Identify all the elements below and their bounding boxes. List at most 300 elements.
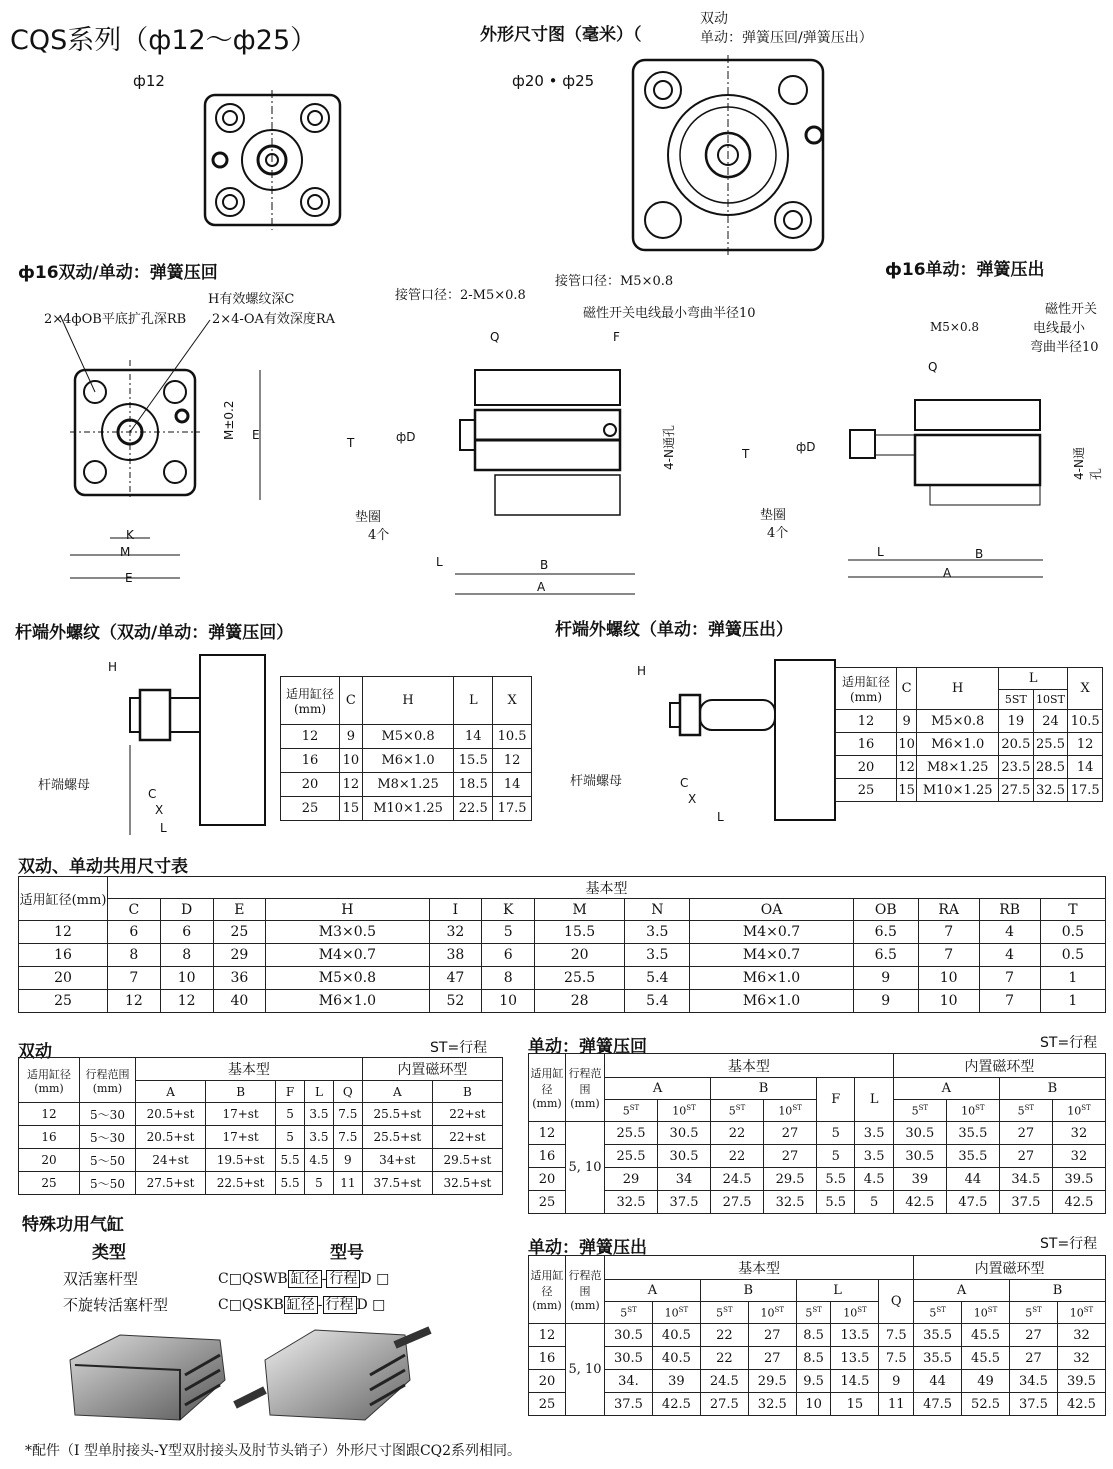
table-cell: 24+st: [136, 1149, 206, 1172]
table-cell: 5～30: [80, 1103, 136, 1126]
table-row: [529, 1145, 1106, 1168]
model-code: C□QSKB: [218, 1297, 284, 1313]
table-cell: M6×1.0: [917, 733, 999, 756]
table-cell: M8×1.25: [917, 756, 999, 779]
table-cell: 10.5: [493, 725, 532, 749]
rod-L-b: L: [717, 810, 724, 824]
table-cell: 47: [429, 967, 482, 990]
table-row: [529, 1347, 1106, 1370]
sr-range: 行程范围(mm): [566, 1054, 605, 1122]
table-cell: 12: [529, 1122, 566, 1145]
st10: 10ST: [962, 1302, 1010, 1324]
column-header: Q: [333, 1081, 362, 1103]
label-cb: 2×4фOB平底扩孔深RB: [44, 312, 187, 327]
table-cell: 5: [305, 1172, 334, 1195]
table-cell: 7: [918, 921, 979, 944]
d16-out-title: ф16单动：弹簧压出: [885, 260, 1045, 280]
dim-A: A: [537, 580, 546, 594]
thb-L: L: [999, 668, 1068, 690]
table-cell: 15: [340, 797, 363, 821]
table-cell: M6×1.0: [690, 967, 853, 990]
table-cell: 3.5: [305, 1103, 334, 1126]
table-cell: 3.5: [625, 921, 690, 944]
table-cell: 15: [831, 1393, 879, 1416]
table-cell: 17.5: [493, 797, 532, 821]
double-st: ST=行程: [430, 1040, 488, 1056]
table-cell: 11: [333, 1172, 362, 1195]
table-cell: 32.5: [764, 1191, 817, 1214]
table-cell: 9: [879, 1370, 914, 1393]
table-cell: 14: [454, 725, 493, 749]
table-cell: 25: [836, 779, 897, 802]
dim-B: B: [540, 558, 549, 572]
table-cell: 12: [1068, 733, 1103, 756]
table-cell: 28.5: [1033, 756, 1068, 779]
table-cell: 24.5: [700, 1370, 748, 1393]
table-cell: 49: [962, 1370, 1010, 1393]
table-cell: 28: [535, 990, 625, 1013]
column-header: RB: [979, 899, 1040, 921]
se-title: 单动：弹簧压出: [528, 1238, 647, 1258]
st5: 5ST: [605, 1302, 653, 1324]
table-cell: 44: [914, 1370, 962, 1393]
table-row: [19, 1103, 503, 1126]
table-cell: 32: [1052, 1145, 1105, 1168]
table-cell: 0.5: [1040, 944, 1105, 967]
st10: 10ST: [946, 1100, 999, 1122]
table-cell: 7.5: [333, 1126, 362, 1149]
table-cell: 27: [1010, 1347, 1058, 1370]
table-cell: 15: [897, 779, 917, 802]
column-header: D: [160, 899, 213, 921]
column-header: B: [206, 1081, 276, 1103]
dims-option-single: 单动：弹簧压回/弹簧压出）: [700, 30, 873, 46]
special-row2-type: 不旋转活塞杆型: [63, 1296, 169, 1314]
stroke-box: 行程: [326, 1270, 360, 1288]
table-cell: 15.5: [454, 749, 493, 773]
table-cell: 22: [700, 1347, 748, 1370]
table-cell: 45.5: [962, 1347, 1010, 1370]
table-cell: 12: [529, 1324, 566, 1347]
dash: -: [317, 1297, 323, 1313]
table-cell: 16: [529, 1145, 566, 1168]
st5: 5ST: [1010, 1302, 1058, 1324]
special-row1-model: [218, 1268, 389, 1288]
fig2025-label: ф20 • ф25: [512, 72, 595, 90]
table-row: [836, 733, 1103, 756]
table-cell: 5: [817, 1122, 855, 1145]
table-cell: 27: [999, 1122, 1052, 1145]
sr-st: ST=行程: [1040, 1035, 1098, 1051]
table-row: [19, 1172, 503, 1195]
table-cell: 42.5: [1052, 1191, 1105, 1214]
table-row: [529, 1393, 1106, 1416]
table-cell: 7: [979, 967, 1040, 990]
table-cell: 12: [281, 725, 340, 749]
dash: -: [321, 1271, 327, 1287]
table-cell: 12: [160, 990, 213, 1013]
table-cell: 12: [19, 921, 108, 944]
table-cell: 22.5+st: [206, 1172, 276, 1195]
table-cell: 22+st: [432, 1103, 502, 1126]
rod-C-a: C: [148, 787, 157, 801]
product-photo-1: [60, 1320, 230, 1430]
st5: 5ST: [700, 1302, 748, 1324]
stroke-range-cell: 5, 10: [566, 1122, 605, 1214]
dim-T-out: T: [742, 447, 750, 461]
table-cell: 12: [108, 990, 161, 1013]
table-cell: 17+st: [206, 1126, 276, 1149]
common-group: 基本型: [108, 877, 1106, 899]
table-cell: 40: [213, 990, 266, 1013]
st10: 10ST: [1052, 1100, 1105, 1122]
table-cell: 22.5: [454, 797, 493, 821]
sr-L: L: [855, 1078, 893, 1122]
table-row: [529, 1324, 1106, 1347]
column-header: M: [535, 899, 625, 921]
table-cell: 7.5: [879, 1347, 914, 1370]
table-cell: 20.5: [999, 733, 1034, 756]
front-view-16: [70, 360, 200, 500]
double-table: [18, 1057, 503, 1195]
table-cell: 14.5: [831, 1370, 879, 1393]
table-cell: 25: [19, 990, 108, 1013]
label-switch2-c: 弯曲半径10: [1030, 340, 1099, 355]
table-row: [19, 944, 1106, 967]
column-header: I: [429, 899, 482, 921]
th-X: X: [493, 677, 532, 725]
label-port2: 接管口径：2-M5×0.8: [395, 288, 526, 303]
table-cell: 1: [1040, 990, 1105, 1013]
table-cell: 10: [918, 990, 979, 1013]
column-header: K: [482, 899, 535, 921]
table-cell: 8: [482, 967, 535, 990]
table-cell: 29.5: [748, 1370, 796, 1393]
table-cell: 5.5: [276, 1172, 305, 1195]
table-cell: 8: [108, 944, 161, 967]
dim-phiD: фD: [396, 430, 416, 444]
table-cell: 35.5: [914, 1324, 962, 1347]
sr-A: A: [605, 1078, 711, 1100]
bore-box: 缸径: [288, 1270, 322, 1288]
table-cell: M6×1.0: [362, 749, 454, 773]
se-mA: A: [914, 1280, 1010, 1302]
double-title: 双动: [18, 1042, 52, 1062]
sr-basic: 基本型: [605, 1054, 894, 1078]
table-cell: 32.5: [1033, 779, 1068, 802]
st5: 5ST: [711, 1100, 764, 1122]
table-cell: M5×0.8: [362, 725, 454, 749]
table-row: [281, 773, 532, 797]
column-header: H: [266, 899, 429, 921]
dim-lines-side: [440, 560, 640, 600]
table-cell: 29.5: [764, 1168, 817, 1191]
fig12-label: ф12: [133, 72, 165, 90]
table-cell: 22: [700, 1324, 748, 1347]
table-cell: 14: [1068, 756, 1103, 779]
table-cell: 27: [748, 1347, 796, 1370]
table-cell: 27.5: [711, 1191, 764, 1214]
dim-T: T: [347, 436, 355, 450]
side-view-16-out: [845, 390, 1055, 510]
table-cell: 20.5+st: [136, 1103, 206, 1126]
dims-option-double: 双动: [700, 11, 728, 27]
dim-A-out: A: [943, 566, 952, 580]
sr-B: B: [711, 1078, 817, 1100]
washer-label: 垫圈: [355, 510, 382, 525]
table-cell: 34.: [605, 1370, 653, 1393]
table-cell: 40.5: [652, 1324, 700, 1347]
table-cell: 27.5: [999, 779, 1034, 802]
table-cell: 12: [897, 756, 917, 779]
table-row: [836, 710, 1103, 733]
table-cell: M10×1.25: [917, 779, 999, 802]
thb-5st: 5ST: [999, 690, 1034, 710]
table-cell: 47.5: [914, 1393, 962, 1416]
table-cell: 39.5: [1057, 1370, 1105, 1393]
se-mag: 内置磁环型: [914, 1256, 1106, 1280]
table-cell: 52.5: [962, 1393, 1010, 1416]
sr-F: F: [817, 1078, 855, 1122]
bore-box: 缸径: [284, 1296, 318, 1314]
table-cell: 32.5: [605, 1191, 658, 1214]
table-cell: 30.5: [605, 1324, 653, 1347]
dim-lines-side-out: [848, 555, 1048, 585]
th-H: H: [362, 677, 454, 725]
footnote: *配件（I 型单肘接头-Y型双肘接头及肘节头销子）外形尺寸图跟CQ2系列相同。: [25, 1443, 522, 1459]
table-cell: M5×0.8: [917, 710, 999, 733]
table-cell: M3×0.5: [266, 921, 429, 944]
rod-C-b: C: [680, 776, 689, 790]
table-cell: 19.5+st: [206, 1149, 276, 1172]
table-cell: 25.5: [535, 967, 625, 990]
table-row: [529, 1168, 1106, 1191]
table-row: [529, 1191, 1106, 1214]
table-cell: 45.5: [962, 1324, 1010, 1347]
column-header: A: [362, 1081, 432, 1103]
table-cell: 5～50: [80, 1149, 136, 1172]
washer-count: 4个: [368, 528, 390, 543]
table-cell: 42.5: [652, 1393, 700, 1416]
table-cell: 35.5: [914, 1347, 962, 1370]
table-cell: M6×1.0: [266, 990, 429, 1013]
table-cell: 20: [529, 1168, 566, 1191]
table-cell: 42.5: [1057, 1393, 1105, 1416]
table-cell: 35.5: [946, 1122, 999, 1145]
table-cell: 4: [979, 921, 1040, 944]
rod-L-a: L: [160, 821, 167, 835]
table-cell: 25: [213, 921, 266, 944]
table-cell: 10: [897, 733, 917, 756]
sr-mag: 内置磁环型: [893, 1054, 1105, 1078]
side-view-16: [455, 340, 625, 520]
thb-C: C: [897, 668, 917, 710]
label-switch2-a: 磁性开关: [1045, 302, 1098, 317]
table-cell: 44: [946, 1168, 999, 1191]
column-header: A: [136, 1081, 206, 1103]
table-cell: 5～30: [80, 1126, 136, 1149]
rod-end-title-a: 杆端外螺纹（双动/单动：弹簧压回）: [15, 623, 294, 643]
table-cell: 25: [529, 1393, 566, 1416]
table-cell: 11: [879, 1393, 914, 1416]
table-cell: 6.5: [853, 921, 918, 944]
table-cell: 42.5: [893, 1191, 946, 1214]
table-cell: 29: [213, 944, 266, 967]
st5: 5ST: [605, 1100, 658, 1122]
table-cell: 5.4: [625, 967, 690, 990]
table-cell: 10: [796, 1393, 831, 1416]
table-cell: 20: [19, 967, 108, 990]
st10: 10ST: [831, 1302, 879, 1324]
column-header: RA: [918, 899, 979, 921]
column-header: B: [432, 1081, 502, 1103]
table-row: [19, 990, 1106, 1013]
d-range: 行程范围(mm): [80, 1058, 136, 1103]
st10: 10ST: [658, 1100, 711, 1122]
d-bore: 适用缸径(mm): [19, 1058, 80, 1103]
table-cell: 9: [853, 967, 918, 990]
nthru-label: 4-N通孔: [662, 425, 676, 470]
table-cell: 30.5: [605, 1347, 653, 1370]
column-header: F: [276, 1081, 305, 1103]
st10: 10ST: [1057, 1302, 1105, 1324]
table-cell: 6: [108, 921, 161, 944]
table-cell: 7.5: [879, 1324, 914, 1347]
dim-M: M: [120, 545, 131, 559]
rod-nut-b: 杆端螺母: [570, 774, 623, 789]
table-row: [19, 967, 1106, 990]
table-cell: 12: [493, 749, 532, 773]
table-cell: 34+st: [362, 1149, 432, 1172]
table-cell: 9: [853, 990, 918, 1013]
label-m5: M5×0.8: [930, 320, 980, 334]
dim-Q: Q: [490, 330, 500, 344]
d-basic: 基本型: [136, 1058, 363, 1081]
column-header: C: [108, 899, 161, 921]
nthru-label-out: 4-N通孔: [1072, 447, 1103, 480]
table-cell: 37.5: [999, 1191, 1052, 1214]
rod-X-b: X: [688, 792, 697, 806]
table-cell: 16: [19, 944, 108, 967]
se-bore: 适用缸径(mm): [529, 1256, 566, 1324]
table-cell: 27: [748, 1324, 796, 1347]
table-cell: 17.5: [1068, 779, 1103, 802]
column-header: OA: [690, 899, 853, 921]
table-cell: 22: [711, 1145, 764, 1168]
dim-phiD-out: фD: [796, 440, 816, 454]
dim-E: E: [125, 571, 133, 585]
table-cell: 25.5+st: [362, 1126, 432, 1149]
st5: 5ST: [893, 1100, 946, 1122]
table-cell: 13.5: [831, 1347, 879, 1370]
table-cell: 7: [918, 944, 979, 967]
table-cell: 13.5: [831, 1324, 879, 1347]
table-cell: 27: [1010, 1324, 1058, 1347]
table-cell: 34: [658, 1168, 711, 1191]
table-cell: 9: [333, 1149, 362, 1172]
sr-mA: A: [893, 1078, 999, 1100]
special-title: 特殊功用气缸: [22, 1215, 124, 1235]
column-header: OB: [853, 899, 918, 921]
table-cell: 20: [535, 944, 625, 967]
table-cell: 22+st: [432, 1126, 502, 1149]
table-cell: 12: [836, 710, 897, 733]
table-row: [281, 749, 532, 773]
st5: 5ST: [796, 1302, 831, 1324]
st10: 10ST: [652, 1302, 700, 1324]
common-table: [18, 876, 1106, 1013]
table-cell: 35.5: [946, 1145, 999, 1168]
dim-F: F: [613, 330, 620, 344]
table-cell: 7: [979, 990, 1040, 1013]
table-cell: 32: [1057, 1347, 1105, 1370]
product-photo-2: [235, 1315, 435, 1430]
table-cell: 16: [281, 749, 340, 773]
label-port1: 接管口径：M5×0.8: [555, 274, 674, 289]
table-cell: 38: [429, 944, 482, 967]
thb-X: X: [1068, 668, 1103, 710]
rod-H-a: H: [108, 660, 118, 674]
table-row: [19, 1126, 503, 1149]
table-cell: 39.5: [1052, 1168, 1105, 1191]
se-table: [528, 1255, 1106, 1416]
dim-lines-16: [70, 500, 270, 590]
rod-end-title-b: 杆端外螺纹（单动：弹簧压出）: [555, 620, 793, 640]
rod-H-b: H: [637, 664, 647, 678]
rod-end-table-a: [280, 676, 532, 821]
dim-K: K: [126, 528, 134, 542]
th-L: L: [454, 677, 493, 725]
table-cell: 5: [482, 921, 535, 944]
se-st: ST=行程: [1040, 1236, 1098, 1252]
dim-L-out: L: [877, 545, 884, 559]
washer-count-out: 4个: [767, 526, 789, 541]
stroke-range-cell: 5, 10: [566, 1324, 605, 1416]
column-header: L: [305, 1081, 334, 1103]
table-row: [836, 779, 1103, 802]
sr-bore: 适用缸径(mm): [529, 1054, 566, 1122]
table-cell: 52: [429, 990, 482, 1013]
table-cell: 5.5: [276, 1149, 305, 1172]
th-C: C: [340, 677, 363, 725]
table-row: [529, 1370, 1106, 1393]
table-cell: 20.5+st: [136, 1126, 206, 1149]
st10: 10ST: [748, 1302, 796, 1324]
sr-table: [528, 1053, 1106, 1214]
st5: 5ST: [914, 1302, 962, 1324]
se-A: A: [605, 1280, 701, 1302]
washer-label-out: 垫圈: [760, 508, 787, 523]
table-cell: 6.5: [853, 944, 918, 967]
table-cell: 16: [19, 1126, 80, 1149]
st10: 10ST: [764, 1100, 817, 1122]
se-basic: 基本型: [605, 1256, 914, 1280]
label-oa: 2×4-OA有效深度RA: [212, 312, 336, 327]
table-cell: 27.5: [700, 1393, 748, 1416]
table-cell: 24: [1033, 710, 1068, 733]
table-cell: 10: [340, 749, 363, 773]
table-cell: 27: [764, 1145, 817, 1168]
special-row2-model: [218, 1294, 385, 1314]
table-cell: 5: [855, 1191, 893, 1214]
common-title: 双动、单动共用尺寸表: [18, 857, 188, 877]
table-row: [281, 797, 532, 821]
table-cell: 25.5: [605, 1122, 658, 1145]
label-h: H有效螺纹深C: [208, 292, 295, 307]
table-cell: 18.5: [454, 773, 493, 797]
table-cell: 3.5: [855, 1122, 893, 1145]
table-cell: 29: [605, 1168, 658, 1191]
